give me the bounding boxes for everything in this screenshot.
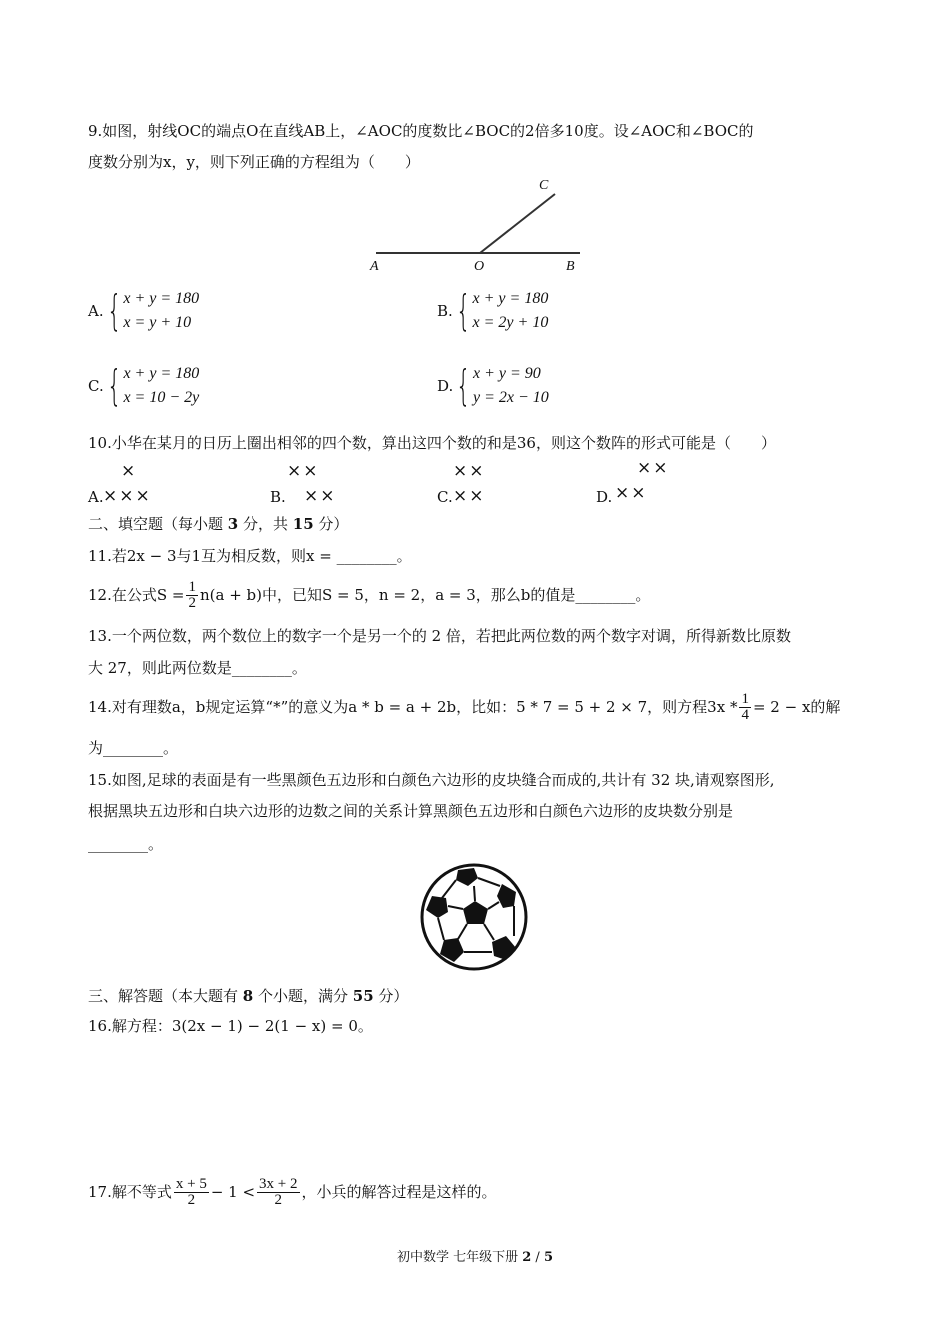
equation: x + y = 180 bbox=[472, 290, 549, 307]
q9-option-c bbox=[88, 361, 200, 410]
brace-icon: { bbox=[106, 286, 122, 335]
label-a: A bbox=[370, 259, 379, 274]
label-c: C bbox=[539, 178, 549, 193]
q11-text: 11.若2x − 3与1互为相反数，则x = ________。 bbox=[88, 547, 412, 565]
q16-text: 16.解方程：3(2x − 1) − 2(1 − x) = 0。 bbox=[88, 1017, 373, 1035]
label-o: O bbox=[474, 259, 485, 274]
label-b: B bbox=[566, 259, 575, 274]
section2-heading: 二、填空题（每小题 3 分，共 15 分） bbox=[88, 515, 349, 533]
equation: x + y = 180 bbox=[123, 290, 200, 307]
q10-c-bottom: ×× bbox=[453, 486, 486, 506]
option-label: A. bbox=[88, 302, 104, 320]
equation: x + y = 180 bbox=[123, 365, 200, 382]
brace-icon: { bbox=[456, 361, 471, 410]
q15-line1: 15.如图,足球的表面是有一些黑颜色五边形和白颜色六边形的皮块缝合而成的,共计有 32 块,请观察图形, bbox=[88, 771, 775, 789]
equation: x + y = 90 bbox=[473, 365, 541, 382]
q14-line2: 为________。 bbox=[88, 739, 179, 757]
q10-a-bottom: ××× bbox=[103, 486, 152, 506]
fraction: $\frac{1}{4}$ bbox=[741, 690, 749, 723]
q10-d-label: D. bbox=[596, 488, 613, 506]
q9-line1: 9.如图，射线OC的端点O在直线AB上，∠AOC的度数比∠BOC的2倍多10度。设∠AOC和∠BOC的 bbox=[88, 122, 754, 140]
q14-line1: 14.对有理数a，b规定运算“*”的意义为a * b = a + 2b，比如：5 * 7 = 5 + 2 × 7，则方程3x * $\frac{1}{4}$ = 2 − x的解 bbox=[88, 690, 841, 723]
option-label: B. bbox=[437, 302, 453, 320]
option-label: D. bbox=[437, 377, 454, 395]
fraction: $\frac{x + 5}{2}$ bbox=[175, 1175, 207, 1208]
q10-text: 10.小华在某月的日历上圈出相邻的四个数，算出这四个数的和是36，则这个数阵的形式可能是（ ） bbox=[88, 434, 776, 452]
q9-option-a bbox=[88, 286, 200, 335]
q10-b-top: ×× bbox=[287, 461, 320, 481]
q10-a-top: × bbox=[121, 461, 138, 481]
fraction: $\frac{3x + 2}{2}$ bbox=[259, 1175, 298, 1208]
q15-line2: 根据黑块五边形和白块六边形的边数之间的关系计算黑颜色五边形和白颜色六边形的皮块数分别是 bbox=[88, 802, 734, 820]
brace-icon: { bbox=[455, 286, 471, 335]
soccer-ball-icon bbox=[418, 862, 533, 972]
q15-line3: ________。 bbox=[88, 835, 164, 853]
q10-d-top: ×× bbox=[637, 458, 670, 478]
equation: x = 10 − 2y bbox=[123, 389, 200, 406]
fraction: $\frac{1}{2}$ bbox=[188, 578, 196, 611]
option-label: C. bbox=[88, 377, 104, 395]
q10-c-top: ×× bbox=[453, 461, 486, 481]
q10-b-bottom: ×× bbox=[304, 486, 337, 506]
page-footer: 初中数学 七年级下册 2 / 5 bbox=[396, 1250, 553, 1265]
q13-line1: 13.一个两位数，两个数位上的数字一个是另一个的 2 倍，若把此两位数的两个数字对调，所得新数比原数 bbox=[88, 627, 791, 645]
q10-a-label: A. bbox=[88, 488, 104, 506]
section3-heading: 三、解答题（本大题有 8 个小题，满分 55 分） bbox=[88, 987, 409, 1005]
equation: x = y + 10 bbox=[123, 314, 192, 331]
q9-option-b bbox=[437, 286, 549, 335]
brace-icon: { bbox=[106, 361, 122, 410]
equation: x = 2y + 10 bbox=[472, 314, 549, 331]
q10-d-bottom: ×× bbox=[615, 483, 648, 503]
q9-line2: 度数分别为x，y，则下列正确的方程组为（ ） bbox=[88, 153, 420, 171]
q9-option-d bbox=[437, 361, 549, 410]
q13-line2: 大 27，则此两位数是________。 bbox=[88, 659, 307, 677]
q12-text: 12.在公式S = $\frac{1}{2}$ n(a + b)中，已知S = 5，n = 2，a = 3，那么b的值是________。 bbox=[88, 578, 651, 611]
q10-c-label: C. bbox=[437, 488, 453, 506]
q17-text: 17.解不等式 $\frac{x + 5}{2}$ − 1 < $\frac{3x + 2}{2}$ ，小兵的解答过程是这样的。 bbox=[88, 1175, 497, 1208]
q10-b-label: B. bbox=[270, 488, 286, 506]
equation: y = 2x − 10 bbox=[473, 389, 549, 406]
